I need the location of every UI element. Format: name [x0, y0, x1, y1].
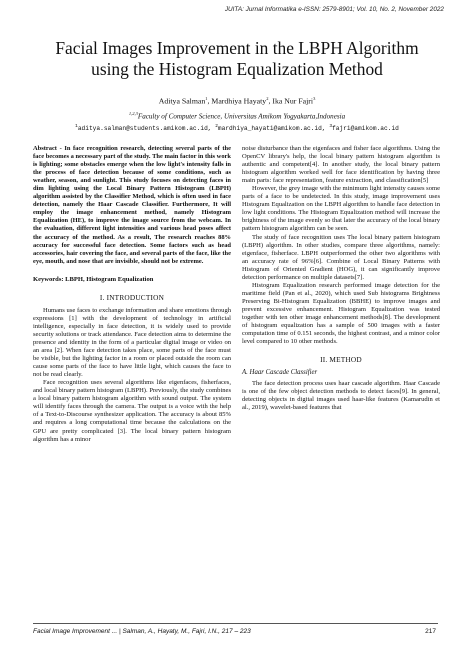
title-line-1: Facial Images Improvement in the LBPH Algorithm	[55, 38, 419, 58]
body-paragraph: Histogram Equalization research performed image detection for the maritime field (Pan et al., 2020), which used Sub histograms Brightness Preserving Bi-Histogram Equalization (BBHE) to improve images and prevent excessive enhancement. Histogram Equalization was tested together with ten other image enhancement methods[8]. The development of histogram equalization has a sample of 500 images with a faster computation time of 0.151 seconds, the highest contrast, and a minor color level compared to 10 other methods.	[242, 281, 440, 346]
page-number: 217	[425, 628, 436, 635]
footer-citation: Facial Image Improvement ... | Salman, A., Hayaty, M., Fajri, I.N., 217 – 223	[33, 628, 251, 635]
author-sup: 1	[205, 96, 208, 101]
right-column	[242, 145, 440, 412]
body-paragraph: However, the grey image with the minimum light intensity causes some parts of a face to be undetected. In this study, image improvement uses Histogram Equalization on the LBPH algorithm to handle face detection in low light conditions. The Histogram Equalization method will increase the brightness of the image evenly so that later the accuracy of the local binary pattern histogram algorithm can be seen.	[242, 185, 440, 233]
section-heading-introduction: I. INTRODUCTION	[99, 292, 165, 302]
body-paragraph: The face detection process uses haar cascade algorithm. Haar Cascade is one of the few object detection methods to detect faces[9]. In general, detecting objects in digital images used haar-like features (Kamarudin et al., 2019), wavelet-based features that	[242, 380, 440, 412]
section-heading-method: II. METHOD	[320, 355, 362, 365]
abstract: Abstract - In face recognition research, detecting several parts of the face becomes a necessary part of the study. The main factor in this work is lighting; some obstacles emerge when the low light's intensity falls in the process of face detection because of some conditions, such as weather, season, and sunlight. This study focuses on detecting faces in dim lighting using the Local Binary Pattern Histogram (LBPH) algorithm assisted by the Classifier Method, which is often used in face detection, namely the Haar Cascade Classifier. Furthermore, It will employ the image enhancement method, namely Histogram Equalization (HE), to improve the image source from the webcam. In the evaluation, different light intensities and various head poses affect the accuracy of the method. As a result, The research reaches 88% accuracy for successful face detection. Some factors such as head accessories, hair covering the face, and several parts of the face, like the eye, mouth, and nose that are invisible, should not be extreme.	[33, 145, 231, 265]
email-sup: 3	[329, 124, 333, 129]
subsection-heading: A. Haar Cascade Classifier	[242, 369, 318, 377]
paper-title	[20, 38, 454, 80]
affiliation-text: Faculty of Computer Science, Universitas Amikom Yogyakarta,Indonesia	[137, 112, 346, 121]
email-link[interactable]: aditya.salman@students.amikom.ac.id,	[77, 125, 212, 133]
author-name: Ika Nur Fajri	[272, 96, 314, 106]
author-sup: 3	[313, 96, 316, 101]
keywords: Keywords: LBPH, Histogram Equalization	[33, 275, 154, 283]
body-paragraph: Face recognition uses several algorithms like eigenfaces, fisherfaces, and local binary pattern histogram (LBPH). Previously, the study combines a local binary pattern histogram algorithm with sound output. The system will identify faces through the camera. The output is a voice with the help of a Text-to-Discourse synthesizer application. The accuracy is about 85% and requires a long computational time because the calculations on the GPU are pretty complicated [3]. The local binary pattern histogram algorithm has a minor	[33, 379, 231, 443]
body-paragraph: The study of face recognition uses The local binary pattern histogram (LBPH) algorithm. In other studies, compare three algorithms, namely: eigenface, fisherface. LBPH outperformed the other two algorithms with an accuracy rate of 96%[6]. Combine of Local Binary Patterns with Histogram of Oriented Gradient (HOG), it can significantly improve detection performance on multiple datasets[7].	[242, 233, 440, 281]
email-sup: 2	[215, 124, 218, 129]
body-paragraph: Humans use faces to exchange information and share emotions through expressions [1] with the development of technology in artificial intelligence, especially in face detection, it is widely used to provide security solutions or track attendance. Face detection aims to determine the presence and identity in the form of a particular digital image or video on an area [2]. When face detection takes place, some parts of the face must be visible, but the lighting factor in a room or placed outside the room can cause some parts of the face to have little light, which causes the face to not be read clearly.	[33, 306, 231, 379]
body-paragraph: noise disturbance than the eigenfaces and fisher face algorithms. Using the OpenCV library's help, the local binary pattern histogram algorithm is authentic and competent[4]. In another study, the local binary pattern histogram algorithm worked well for face identification by having three main parts: face representation, feature extraction, and classification[5]	[242, 145, 440, 185]
title-line-2: using the Histogram Equalization Method	[91, 59, 383, 79]
email-link[interactable]: fajri@amikom.ac.id	[332, 125, 399, 133]
author-name: Mardhiya Hayaty	[211, 96, 267, 106]
author-sup: 2	[266, 96, 269, 101]
author-list: Aditya Salman$^1$, Mardhiya Hayaty$^2$, Ika Nur Fajri$^3$	[158, 96, 316, 106]
affiliation-sup: 1,2,3	[128, 111, 138, 116]
email-link[interactable]: mardhiya_hayati@amikom.ac.id,	[217, 125, 326, 133]
footer-divider	[33, 623, 438, 624]
email-sup: 1	[75, 124, 78, 129]
author-emails	[20, 124, 454, 132]
affiliation	[20, 111, 454, 120]
running-header: JUITA: Jurnal Informatika e-ISSN: 2579-8901; Vol. 10, No. 2, November 2022	[224, 6, 444, 13]
left-column	[33, 145, 231, 444]
author-name: Aditya Salman	[158, 96, 206, 106]
